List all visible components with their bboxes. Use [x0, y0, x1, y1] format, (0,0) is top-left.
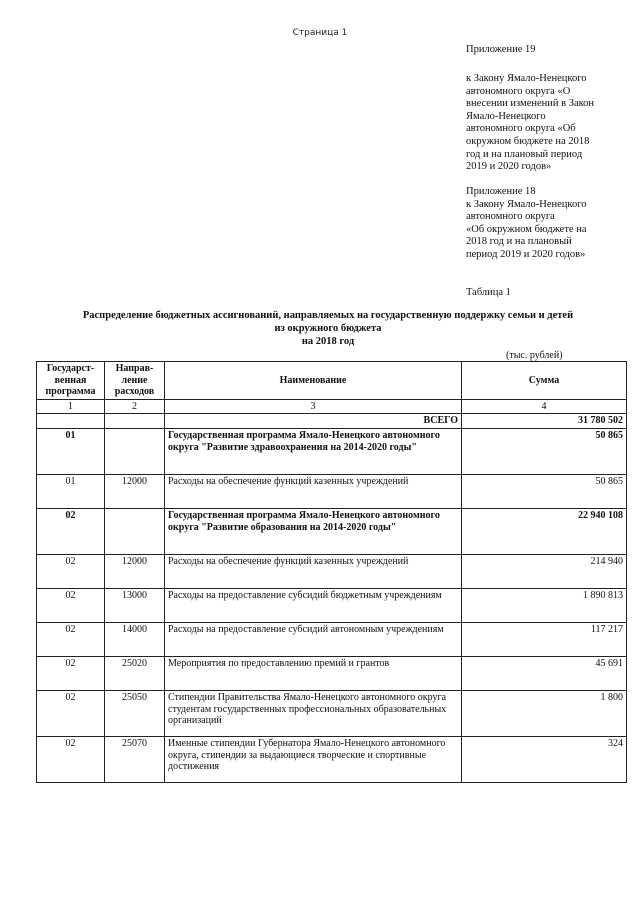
cell-direction: 25050 [105, 690, 165, 736]
total-label: ВСЕГО [165, 414, 462, 429]
table-row [37, 554, 627, 588]
header-direction: Направ-ление расходов [105, 362, 165, 400]
cell-name: Расходы на обеспечение функций казенных учреждений [165, 554, 462, 588]
cell-name: Расходы на предоставление субсидий бюджетным учреждениям [165, 588, 462, 622]
appendix19-line: 2019 и 2020 годов» [466, 161, 552, 173]
cell-direction: 12000 [105, 474, 165, 508]
cell-program: 02 [37, 588, 105, 622]
header-program: Государст-венная программа [37, 362, 105, 400]
page-label: Страница 1 [292, 28, 348, 38]
appendix19-line: автономного округа «Об [466, 123, 576, 135]
appendix18-line: к Закону Ямало-Ненецкого [466, 198, 587, 210]
table-row [37, 736, 627, 782]
total-program [37, 414, 105, 429]
cell-program: 02 [37, 690, 105, 736]
units-label: (тыс. рублей) [506, 350, 563, 361]
title-line: Распределение бюджетных ассигнований, направляемых на государственную поддержку семьи и детей [82, 310, 574, 321]
table-number: Таблица 1 [466, 287, 511, 298]
cell-direction [105, 508, 165, 554]
appendix19-line: окружном бюджете на 2018 [466, 135, 590, 147]
cell-program: 02 [37, 656, 105, 690]
cell-program: 02 [37, 736, 105, 782]
column-number: 2 [105, 399, 165, 414]
cell-name: Государственная программа Ямало-Ненецкого автономного округа "Развитие здравоохранения на 2014-2020 годы" [165, 428, 462, 474]
appendix19-body [466, 73, 631, 174]
appendix19-title [466, 44, 631, 57]
table-row [37, 622, 627, 656]
cell-sum: 117 217 [462, 622, 627, 656]
document-title [30, 309, 626, 348]
appendix19-line: Ямало-Ненецкого [466, 110, 546, 122]
cell-sum: 50 865 [462, 428, 627, 474]
budget-table [36, 361, 627, 783]
table-row [37, 474, 627, 508]
cell-sum: 45 691 [462, 656, 627, 690]
column-number-row [37, 399, 627, 414]
appendix19-title-text: Приложение 19 [466, 44, 536, 55]
table-row [37, 656, 627, 690]
appendix18-line: Приложение 18 [466, 186, 536, 197]
total-sum: 31 780 502 [462, 414, 627, 429]
total-direction [105, 414, 165, 429]
column-number: 3 [165, 399, 462, 414]
appendix18-line: «Об окружном бюджете на [466, 223, 587, 235]
cell-direction: 25020 [105, 656, 165, 690]
cell-direction: 12000 [105, 554, 165, 588]
cell-name: Именные стипендии Губернатора Ямало-Ненецкого автономного округа, стипендии за выдающиеся творческие и спортивные достижения [165, 736, 462, 782]
cell-name: Расходы на обеспечение функций казенных учреждений [165, 474, 462, 508]
column-number: 1 [37, 399, 105, 414]
table-row [37, 428, 627, 474]
cell-sum: 1 800 [462, 690, 627, 736]
title-line: из окружного бюджета [274, 323, 382, 334]
cell-sum: 50 865 [462, 474, 627, 508]
cell-name: Мероприятия по предоставлению премий и грантов [165, 656, 462, 690]
cell-program: 02 [37, 508, 105, 554]
cell-direction: 13000 [105, 588, 165, 622]
table-row [37, 690, 627, 736]
appendix18-line: 2018 год и на плановый [466, 236, 572, 248]
cell-program: 01 [37, 474, 105, 508]
cell-name: Стипендии Правительства Ямало-Ненецкого автономного округа студентам государственных профессиональных образовательных организаций [165, 690, 462, 736]
cell-sum: 214 940 [462, 554, 627, 588]
table-row [37, 588, 627, 622]
appendix18-block [466, 186, 631, 262]
header-sum: Сумма [462, 362, 627, 400]
appendix19-line: внесении изменений в Закон [466, 98, 595, 110]
appendix18-line: период 2019 и 2020 годов» [466, 248, 586, 260]
cell-name: Расходы на предоставление субсидий автономным учреждениям [165, 622, 462, 656]
appendix19-line: к Закону Ямало-Ненецкого [466, 73, 587, 84]
cell-direction: 14000 [105, 622, 165, 656]
cell-name: Государственная программа Ямало-Ненецкого автономного округа "Развитие образования на 2014-2020 годы" [165, 508, 462, 554]
cell-program: 02 [37, 622, 105, 656]
cell-direction [105, 428, 165, 474]
cell-program: 01 [37, 428, 105, 474]
header-name: Наименование [165, 362, 462, 400]
appendix18-line: автономного округа [466, 211, 555, 223]
cell-direction: 25070 [105, 736, 165, 782]
title-line: на 2018 год [301, 336, 355, 347]
appendix19-line: автономного округа «О [466, 85, 571, 97]
column-number: 4 [462, 399, 627, 414]
table-row [37, 508, 627, 554]
cell-program: 02 [37, 554, 105, 588]
appendix19-line: год и на плановый период [466, 148, 583, 160]
table-header-row [37, 362, 627, 400]
cell-sum: 1 890 813 [462, 588, 627, 622]
cell-sum: 324 [462, 736, 627, 782]
cell-sum: 22 940 108 [462, 508, 627, 554]
total-row [37, 414, 627, 429]
